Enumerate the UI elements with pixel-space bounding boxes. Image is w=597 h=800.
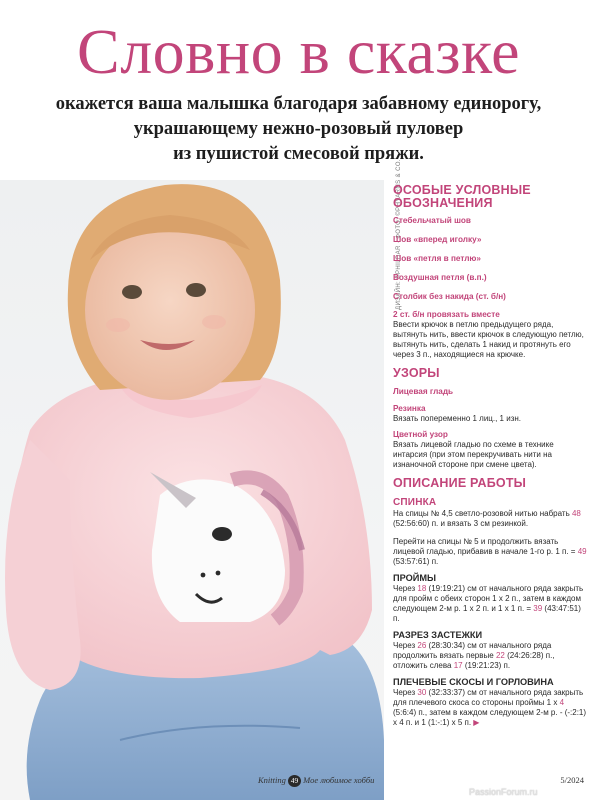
symbol-description: Ввести крючок в петлю предыдущего ряда, вытянуть нить, ввести крючок в следующую петлю, вытянуть нить, сделать 1 накид и протянуть его через 3 п., находящиеся на крючке. <box>393 320 584 359</box>
shoulder-text: Через 30 (32:33:37) см от начального ряда закрыть для плечевого скоса со стороны проймы 1 х 4 (5:6:4) п., затем в каждом следующем 2-м р. - (-:2:1) х 4 п. и 1 (1:-:1) х 5 п. ▶ <box>393 688 587 727</box>
subtitle <box>20 92 577 167</box>
continue-arrow-icon: ▶ <box>473 718 480 727</box>
magazine-tagline: Мое любимое хобби <box>303 775 375 785</box>
symbol-item: Шов «петля в петлю» <box>393 254 481 263</box>
instructions-column <box>393 184 589 728</box>
photo-credit: ДИЗАЙН: ©PHILDAR · ФОТО: ©PHYARNS & CO. <box>396 159 402 310</box>
page-footer <box>258 775 590 787</box>
subtitle-line: украшающему нежно-розовый пуловер <box>133 119 464 139</box>
symbols-heading: ОБОЗНАЧЕНИЯ <box>393 196 493 210</box>
symbol-item: Воздушная петля (в.п.) <box>393 273 487 282</box>
pattern-term: Лицевая гладь <box>393 387 454 396</box>
symbol-item: Стебельчатый шов <box>393 216 471 225</box>
back-text-2: Перейти на спицы № 5 и продолжить вязать лицевой гладью, прибавив в начале 1-го р. 1 п. = 49 (53:57:61) п. <box>393 537 587 566</box>
magazine-name: Knitting <box>258 775 286 785</box>
slit-text: Через 26 (28:30:34) см от начального ряда продолжить вязать первые 22 (24:26:28) п., отложить слева 17 (19:21:23) п. <box>393 641 555 670</box>
armholes-text: Через 18 (19:19:21) см от начального ряда закрыть для пройм с обеих сторон 1 х 2 п., затем в каждом следующем 2-м р. 1 х 2 п. и 1 х 1 п. = 39 (43:47:51) п. <box>393 584 584 623</box>
watermark: PassionForum.ru <box>469 787 538 797</box>
photo-illustration <box>0 180 384 800</box>
page-number: 49 <box>288 775 301 787</box>
symbols-heading: ОСОБЫЕ УСЛОВНЫЕ <box>393 183 531 197</box>
symbol-term: 2 ст. б/н провязать вместе <box>393 310 500 319</box>
back-text-1: На спицы № 4,5 светло-розовой нитью набрать 48 (52:56:60) п. и вязать 3 см резинкой. <box>393 509 581 528</box>
child-sweater-photo <box>0 180 384 800</box>
pattern-description: Вязать лицевой гладью по схеме в технике интарсия (при этом перекручивать нити на изнаночной стороне при смене цвета). <box>393 440 554 469</box>
subtitle-line: из пушистой смесовой пряжи. <box>173 144 424 164</box>
subtitle-line: окажется ваша малышка благодаря забавному единорогу, <box>55 94 542 114</box>
page-title: Словно в сказке <box>77 16 520 87</box>
shoulder-heading: ПЛЕЧЕВЫЕ СКОСЫ И ГОРЛОВИНА <box>393 677 554 687</box>
pattern-term: Резинка <box>393 404 426 413</box>
back-heading: СПИНКА <box>393 497 437 508</box>
work-heading: ОПИСАНИЕ РАБОТЫ <box>393 476 527 490</box>
issue-number: 5/2024 <box>560 775 584 785</box>
pattern-description: Вязать попеременно 1 лиц., 1 изн. <box>393 414 521 423</box>
symbol-item: Столбик без накида (ст. б/н) <box>393 292 506 301</box>
armholes-heading: ПРОЙМЫ <box>393 573 437 583</box>
symbol-item: Шов «вперед иголку» <box>393 235 482 244</box>
pattern-term: Цветной узор <box>393 430 448 439</box>
patterns-heading: УЗОРЫ <box>393 366 440 380</box>
slit-heading: РАЗРЕЗ ЗАСТЕЖКИ <box>393 630 483 640</box>
